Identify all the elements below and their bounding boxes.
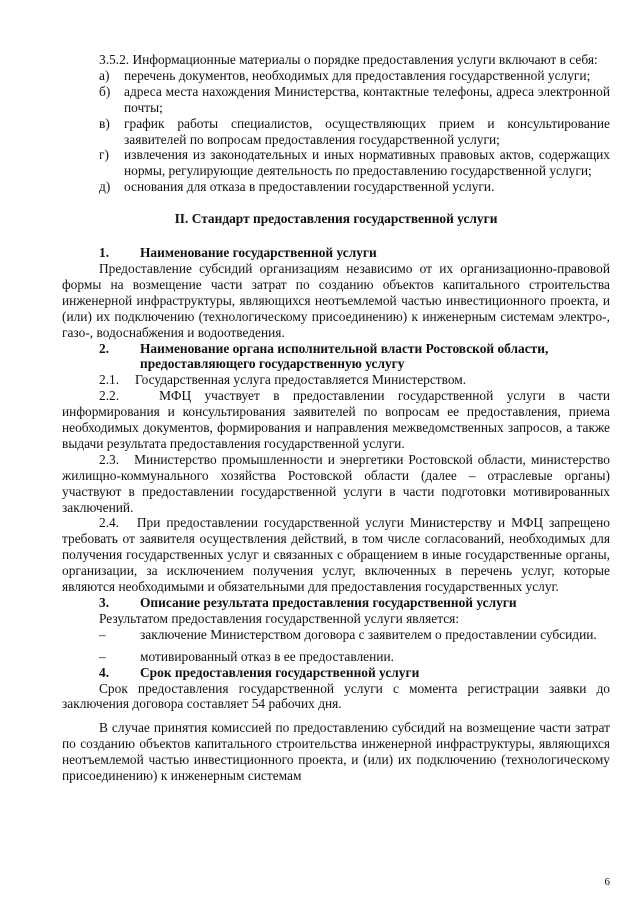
list-item-text: график работы специалистов, осуществляющих прием и консультирование заявителей по вопросам предоставления государственной услуги;	[124, 115, 610, 147]
heading-4	[62, 665, 610, 681]
page-content	[62, 52, 610, 784]
heading-1	[62, 245, 610, 261]
dash-text: заключение Министерством договора с заявителем о предоставлении субсидии.	[140, 626, 597, 642]
heading-number: 4.	[99, 664, 110, 680]
list-item-label: в)	[99, 115, 110, 131]
list-item	[62, 147, 610, 179]
subsection-2-3	[62, 452, 610, 516]
page-number: 6	[604, 876, 610, 888]
heading-text: Срок предоставления государственной услуги	[140, 664, 420, 680]
subsection-number: 2.3.	[99, 451, 120, 467]
subsection-2-4	[62, 515, 610, 595]
paragraph-s4-2: В случае принятия комиссией по предоставлению субсидий на возмещение части затрат по созданию объектов капитального строительства инженерной инфраструктуры, являющихся неотъемлемой частью инвестиционного проекта, и (или) их подключению (технологическому присоединению) к инженерным системам	[62, 720, 610, 784]
list-item-text: адреса места нахождения Министерства, контактные телефоны, адреса электронной почты;	[124, 83, 610, 115]
heading-number: 3.	[99, 595, 110, 610]
list-item-label: б)	[99, 83, 111, 99]
subsection-2-2	[62, 388, 610, 452]
paragraph-s1: Предоставление субсидий организациям независимо от их организационно-правовой формы на возмещение части затрат по созданию объектов капитального строительства инженерной инфраструктуры, являющихся неотъемлемой частью инвестиционного проекта, и (или) их подключению (технологическому присоединению) к инженерным системам электро-, газо-, водоснабжения и водоотведения.	[62, 260, 610, 340]
subsection-number: 2.1.	[99, 372, 120, 388]
paragraph-s3-lead: Результатом предоставления государственной услуги является:	[99, 610, 460, 626]
subsection-text: МФЦ участвует в предоставлении государственной услуги в части информирования и консультирования заявителей по вопросам ее предоставления, приема необходимых документов, формирования и направления межведомственных запросов, а также выдачи результата предоставления государственной услуги.	[62, 388, 610, 451]
list-item	[62, 116, 610, 148]
heading-text: Наименование органа исполнительной власти Ростовской области, предоставляющего государственную услугу	[140, 340, 549, 372]
subsection-number: 2.4.	[99, 515, 120, 531]
subsection-text: Министерство промышленности и энергетики Ростовской области, министерство жилищно-коммунального хозяйства Ростовской области (далее – отраслевые органы) участвуют в предоставлении государственной услуги в части подготовки мотивированных заключений.	[62, 451, 610, 515]
dash-item	[62, 627, 610, 643]
heading-number: 1.	[99, 245, 110, 261]
dash-mark: –	[99, 626, 106, 642]
list-item-label: г)	[99, 147, 109, 163]
list-item-label: д)	[99, 179, 111, 195]
list-item-label: а)	[99, 67, 110, 83]
subsection-text: Государственная услуга предоставляется Министерством.	[135, 372, 467, 388]
heading-text: Наименование государственной услуги	[140, 245, 377, 261]
list-item	[62, 179, 610, 195]
section-title: II. Стандарт предоставления государственной услуги	[174, 211, 498, 227]
dash-item	[62, 649, 610, 665]
subsection-text: При предоставлении государственной услуги Министерству и МФЦ запрещено требовать от заявителя осуществления действий, в том числе согласований, необходимых для получения государственных услуг и связанных с обращением в иные государственные органы, организации, за исключением получения услуг, включенных в перечень услуг, которые являются необходимыми и обязательными для предоставления государственных услуг.	[62, 515, 610, 595]
subsection-number: 2.2.	[99, 388, 120, 404]
paragraph-s4-1: Срок предоставления государственной услуги с момента регистрации заявки до заключения договора составляет 54 рабочих дня.	[62, 680, 610, 712]
heading-2	[62, 341, 610, 373]
subsection-2-1	[62, 372, 610, 388]
list-item-text: извлечения из законодательных и иных нормативных правовых актов, содержащих нормы, регулирующие деятельность по предоставлению государственной услуги;	[124, 147, 610, 179]
dash-mark: –	[99, 648, 106, 664]
dash-text: мотивированный отказ в ее предоставлении.	[140, 648, 394, 664]
heading-text: Описание результата предоставления государственной услуги	[140, 595, 517, 610]
list-item-text: основания для отказа в предоставлении государственной услуги.	[124, 179, 495, 195]
list-item	[62, 84, 610, 116]
heading-number: 2.	[99, 340, 110, 356]
list-item-text: перечень документов, необходимых для предоставления государственной услуги;	[124, 67, 591, 83]
heading-3	[62, 595, 610, 611]
paragraph-3-5-2: 3.5.2. Информационные материалы о порядке предоставления услуги включают в себя:	[99, 52, 598, 67]
list-item	[62, 68, 610, 84]
